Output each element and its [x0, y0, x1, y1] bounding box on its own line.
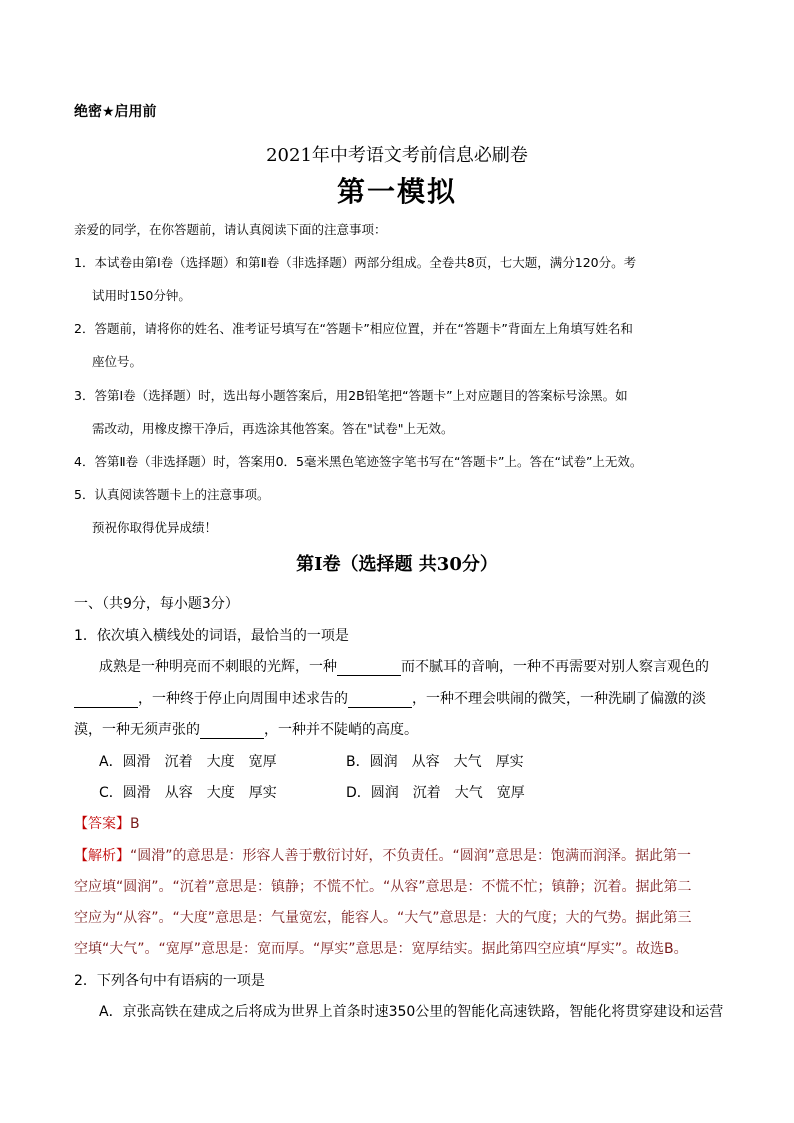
notice-item-5: 5．认真阅读答题卡上的注意事项。: [74, 487, 270, 502]
question-2-option-a: A．京张高铁在建成之后将成为世界上首条时速350公里的智能化高速铁路，智能化将贯穿建设和运营: [99, 1004, 724, 1020]
analysis-line-4: 空填“大气”。“宽厚”意思是：宽而厚。“厚实”意思是：宽厚结实。据此第四空应填“厚实”。故选B。: [74, 941, 688, 957]
fill-blank: [200, 724, 264, 739]
answer-label: 【答案】: [74, 816, 130, 832]
notice-item-2-cont: 座位号。: [92, 354, 143, 369]
section-title: 第Ⅰ卷（选择题 共30分）: [296, 554, 498, 575]
notice-item-3-cont: 需改动，用橡皮擦干净后，再选涂其他答案。答在"试卷"上无效。: [92, 421, 454, 436]
analysis-text: “圆滑”的意思是：形容人善于敷衍讨好，不负责任。“圆润”意思是：饱满而润泽。据此第一: [130, 848, 692, 864]
q1-text: ，一种不理会哄闹的微笑，一种洗刷了偏激的淡: [412, 691, 706, 707]
fill-blank: [348, 693, 412, 708]
q1-text: ，一种并不陡峭的高度。: [264, 722, 418, 738]
notice-item-1-cont: 试用时150分钟。: [92, 288, 191, 303]
question-1-stem: 1．依次填入横线处的词语，最恰当的一项是: [74, 628, 349, 644]
question-1-line-3: [74, 719, 418, 739]
analysis-line-3: 空应为“从容”。“大度”意思是：气量宽宏，能容人。“大气”意思是：大的气度；大的气势。据此第三: [74, 910, 692, 926]
notice-item-1: 1．本试卷由第Ⅰ卷（选择题）和第Ⅱ卷（非选择题）两部分组成。全卷共8页，七大题，满分120分。考: [74, 255, 637, 270]
question-2-stem: 2．下列各句中有语病的一项是: [74, 973, 265, 989]
question-1-line-2: [74, 688, 706, 708]
fill-blank: [74, 693, 138, 708]
exam-subtitle: 第一模拟: [336, 175, 457, 208]
q1-text: ，一种终于停止向周围申述求告的: [138, 691, 348, 707]
fill-blank: [337, 661, 401, 676]
option-d: D．圆润 沉着 大气 宽厚: [346, 785, 525, 801]
answer-line: [74, 813, 140, 833]
analysis-label: 【解析】: [74, 848, 130, 864]
confidential-label: 绝密★启用前: [74, 104, 157, 120]
exam-title: 2021年中考语文考前信息必刷卷: [266, 145, 528, 166]
analysis-line-2: 空应填“圆润”。“沉着”意思是：镇静；不慌不忙。“从容”意思是：不慌不忙；镇静；沉着。据此第二: [74, 879, 692, 895]
question-1-line-1: [99, 656, 709, 676]
notice-item-2: 2．答题前，请将你的姓名、准考证号填写在“答题卡”相应位置，并在“答题卡”背面左上角填写姓名和: [74, 321, 633, 336]
q1-text: 成熟是一种明亮而不刺眼的光辉，一种: [99, 659, 337, 675]
notice-wish: 预祝你取得优异成绩！: [92, 520, 218, 535]
option-a: A．圆滑 沉着 大度 宽厚: [99, 754, 277, 770]
part-heading: 一、（共9分，每小题3分）: [74, 596, 239, 612]
analysis-line-1: [74, 845, 691, 865]
option-b: B．圆润 从容 大气 厚实: [346, 754, 524, 770]
notice-item-4: 4．答第Ⅱ卷（非选择题）时，答案用0．5毫米黑色笔迹签字笔书写在“答题卡”上。答在“试卷”上无效。: [74, 454, 643, 469]
notice-intro: 亲爱的同学，在你答题前，请认真阅读下面的注意事项：: [74, 222, 387, 237]
answer-value: B: [130, 816, 140, 832]
option-c: C．圆滑 从容 大度 厚实: [99, 785, 277, 801]
q1-text: 漠，一种无须声张的: [74, 722, 200, 738]
notice-item-3: 3．答第Ⅰ卷（选择题）时，选出每小题答案后，用2B铅笔把“答题卡”上对应题目的答案标号涂黑。如: [74, 388, 628, 403]
q1-text: 而不腻耳的音响，一种不再需要对别人察言观色的: [401, 659, 709, 675]
